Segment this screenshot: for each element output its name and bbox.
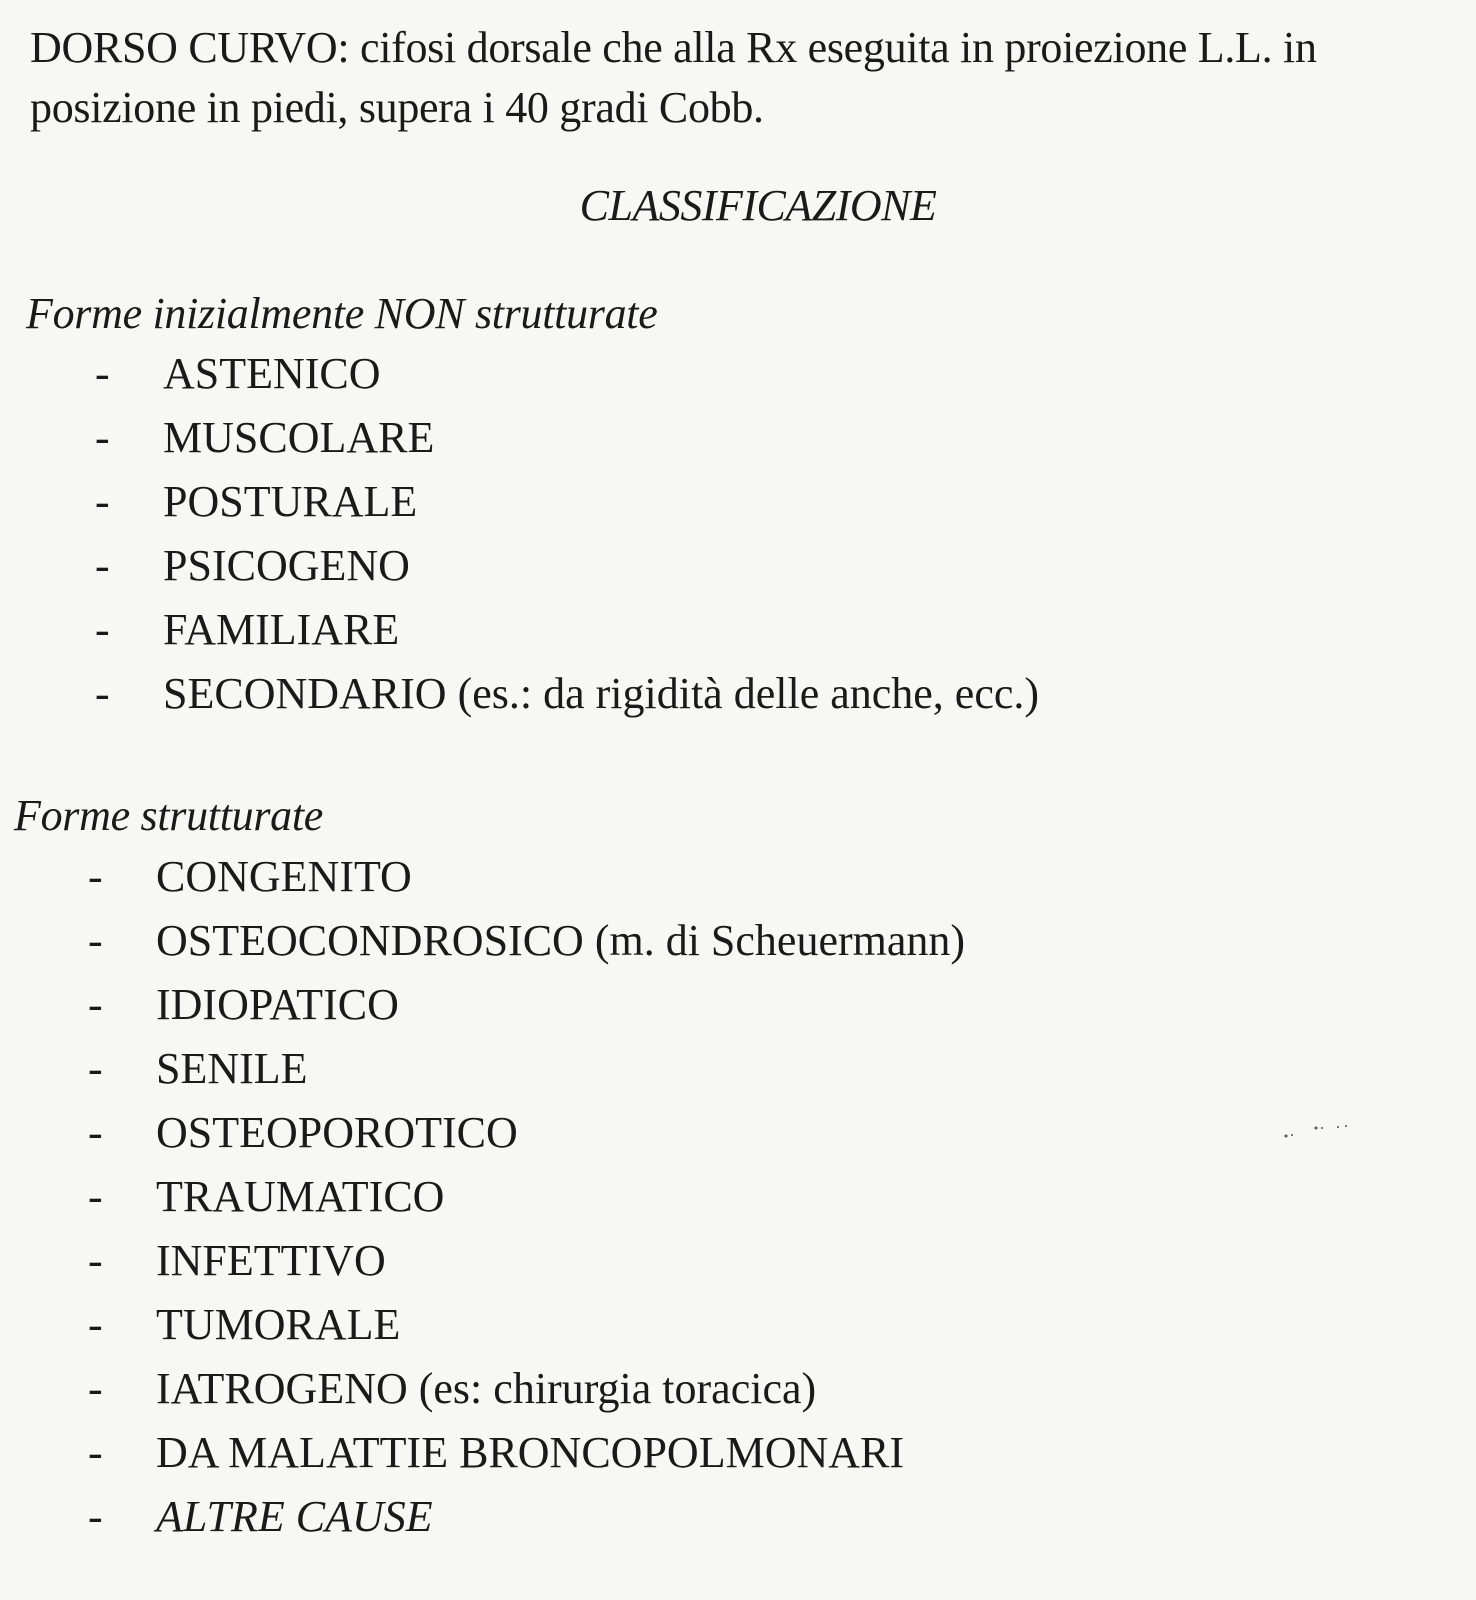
bullet-dash: -: [88, 852, 103, 901]
bullet-dash: -: [88, 1364, 103, 1413]
bullet-dash: -: [95, 669, 110, 718]
list-item-label: INFETTIVO: [156, 1236, 386, 1285]
classification-heading: CLASSIFICAZIONE: [579, 181, 937, 230]
bullet-dash: -: [88, 1492, 103, 1541]
list-item-label: ASTENICO: [163, 349, 381, 398]
bullet-dash: -: [95, 477, 110, 526]
list-item-label: TUMORALE: [156, 1300, 401, 1349]
list-item-label: IDIOPATICO: [156, 980, 399, 1029]
section-title-structured: Forme strutturate: [14, 791, 324, 840]
list-item-label: TRAUMATICO: [156, 1172, 445, 1221]
list-item-label: OSTEOCONDROSICO (m. di Scheuermann): [156, 916, 966, 965]
bullet-dash: -: [88, 1428, 103, 1477]
bullet-dash: -: [88, 980, 103, 1029]
list-item-label: CONGENITO: [156, 852, 412, 901]
bullet-dash: -: [95, 605, 110, 654]
bullet-dash: -: [88, 1300, 103, 1349]
list-item-label: IATROGENO (es: chirurgia toracica): [156, 1364, 817, 1413]
list-item-label: DA MALATTIE BRONCOPOLMONARI: [156, 1428, 905, 1477]
bullet-dash: -: [88, 916, 103, 965]
list-item-label: PSICOGENO: [163, 541, 410, 590]
bullet-dash: -: [95, 413, 110, 462]
list-item-label: ALTRE CAUSE: [156, 1492, 433, 1541]
bullet-dash: -: [88, 1236, 103, 1285]
section-title-non-structured: Forme inizialmente NON strutturate: [26, 289, 658, 338]
list-item-label: SECONDARIO (es.: da rigidità delle anche, ecc.): [163, 669, 1040, 718]
list-item-label: MUSCOLARE: [163, 413, 435, 462]
bullet-dash: -: [88, 1044, 103, 1093]
bullet-dash: -: [88, 1172, 103, 1221]
list-item-label: POSTURALE: [163, 477, 418, 526]
bullet-dash: -: [88, 1108, 103, 1157]
list-item-label: SENILE: [156, 1044, 308, 1093]
bullet-dash: -: [95, 349, 110, 398]
list-item-label: OSTEOPOROTICO: [156, 1108, 518, 1157]
list-item-label: FAMILIARE: [163, 605, 400, 654]
bullet-dash: -: [95, 541, 110, 590]
definition-paragraph: DORSO CURVO: cifosi dorsale che alla Rx eseguita in proiezione L.L. in posizione in piedi, supera i 40 gradi Cobb.: [30, 23, 1317, 132]
scan-speck: [1282, 1122, 1362, 1147]
